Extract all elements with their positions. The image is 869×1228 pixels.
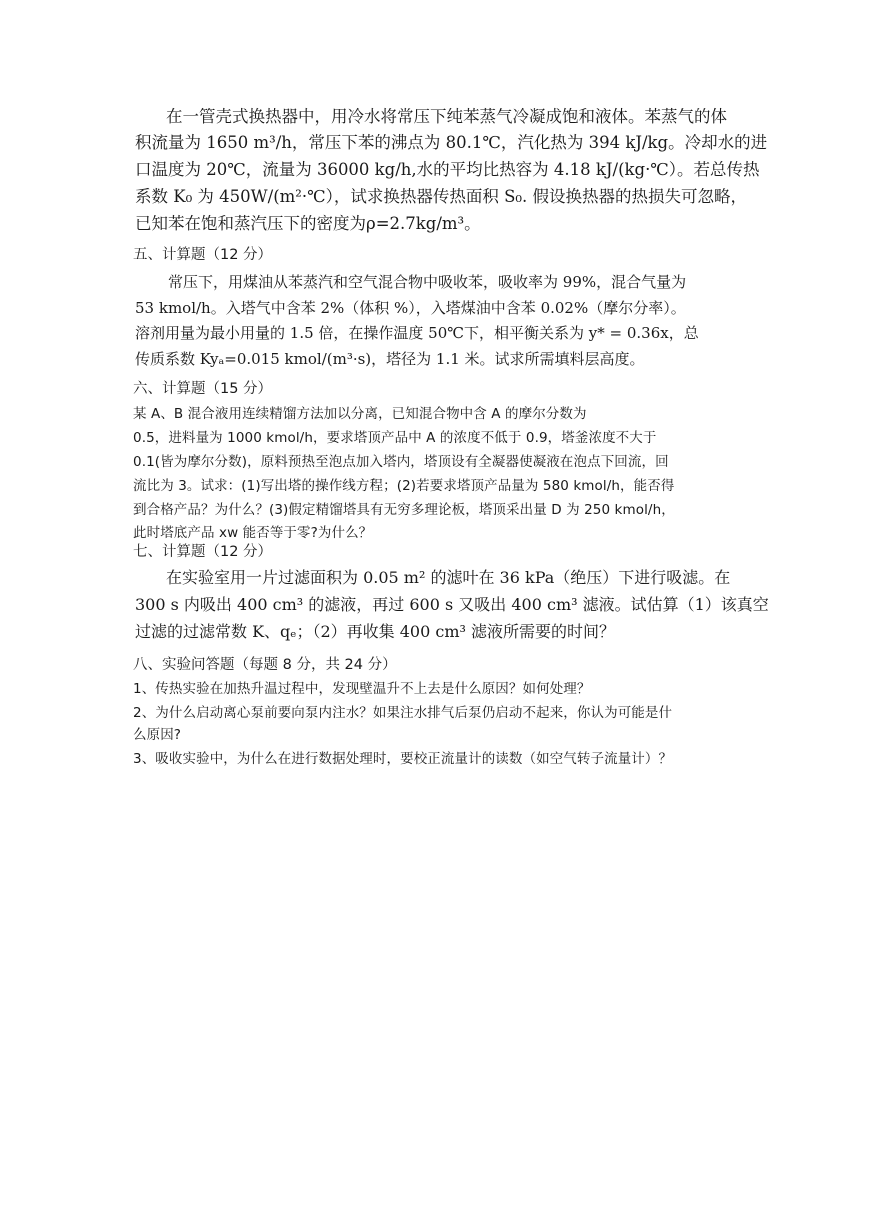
question-line: 2、为什么启动离心泵前要向泵内注水？如果注水排气后泵仍启动不起来，你认为可能是什 <box>133 705 673 721</box>
problem-line: 传质系数 Kyₐ=0.015 kmol/(m³·s)，塔径为 1.1 米。试求所需填料层高度。 <box>135 350 645 368</box>
problem-line: 口温度为 20℃，流量为 36000 kg/h,水的平均比热容为 4.18 kJ/(kg·℃）。若总传热 <box>135 160 760 179</box>
problem-line: 在实验室用一片过滤面积为 0.05 m² 的滤叶在 36 kPa（绝压）下进行吸滤。在 <box>166 568 731 587</box>
problem-line: 某 A、B 混合液用连续精馏方法加以分离，已知混合物中含 A 的摩尔分数为 <box>133 406 587 422</box>
problem-line: 系数 K₀ 为 450W/(m²·℃），试求换热器传热面积 S₀. 假设换热器的热损失可忽略， <box>135 187 747 206</box>
problem-line: 0.1(皆为摩尔分数)，原料预热至泡点加入塔内，塔顶设有全凝器使凝液在泡点下回流，回 <box>133 454 669 470</box>
problem-line: 到合格产品？为什么？(3)假定精馏塔具有无穷多理论板，塔顶采出量 D 为 250 kmol/h， <box>133 502 675 518</box>
problem-line: 在一管壳式换热器中，用冷水将常压下纯苯蒸气冷凝成饱和液体。苯蒸气的体 <box>166 107 727 126</box>
question-line: 么原因? <box>133 727 182 743</box>
question-line: 1、传热实验在加热升温过程中，发现壁温升不上去是什么原因？如何处理？ <box>133 681 591 697</box>
problem-line: 过滤的过滤常数 K、qₑ；（2）再收集 400 cm³ 滤液所需要的时间？ <box>135 622 616 641</box>
problem-line: 常压下，用煤油从苯蒸汽和空气混合物中吸收苯，吸收率为 99%，混合气量为 <box>168 273 687 291</box>
problem-line: 53 kmol/h。入塔气中含苯 2%（体积 %），入塔煤油中含苯 0.02%（摩尔分率）。 <box>135 299 686 317</box>
question-line: 3、吸收实验中，为什么在进行数据处理时，要校正流量计的读数（如空气转子流量计）？ <box>133 751 673 767</box>
section-heading: 七、计算题（12 分） <box>133 544 273 560</box>
problem-line: 流比为 3。试求：(1)写出塔的操作线方程；(2)若要求塔顶产品量为 580 kmol/h，能否得 <box>133 478 675 494</box>
problem-line: 此时塔底产品 xw 能否等于零?为什么？ <box>133 525 373 541</box>
section-heading: 六、计算题（15 分） <box>133 381 273 397</box>
section-heading: 五、计算题（12 分） <box>133 247 273 263</box>
problem-line: 已知苯在饱和蒸汽压下的密度为ρ=2.7kg/m³。 <box>135 214 481 233</box>
problem-line: 300 s 内吸出 400 cm³ 的滤液，再过 600 s 又吸出 400 cm³ 滤液。试估算（1）该真空 <box>135 595 769 614</box>
problem-line: 0.5，进料量为 1000 kmol/h，要求塔顶产品中 A 的浓度不低于 0.9，塔釜浓度不大于 <box>133 430 657 446</box>
problem-line: 积流量为 1650 m³/h，常压下苯的沸点为 80.1℃，汽化热为 394 kJ/kg。冷却水的进 <box>135 133 768 152</box>
section-heading: 八、实验问答题（每题 8 分，共 24 分） <box>133 657 397 673</box>
problem-line: 溶剂用量为最小用量的 1.5 倍，在操作温度 50℃下，相平衡关系为 y* = 0.36x，总 <box>135 324 699 342</box>
